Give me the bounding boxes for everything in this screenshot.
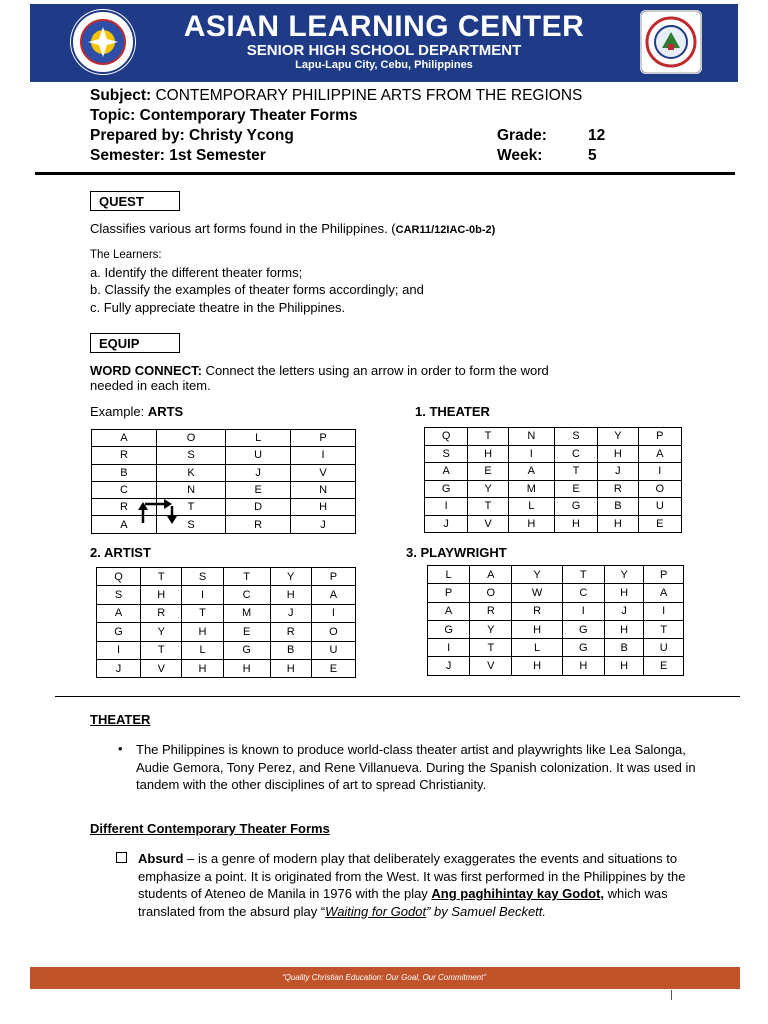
theater-intro-paragraph: The Philippines is known to produce world-class theater artist and playwrights like Lea Salonga, Audie Gemora, Tony Perez, and Rene Villanueva. During the Spanish colonization. It was used in tandem with the other disciplines of art to spread Christianity. xyxy=(136,742,696,792)
grid-cell: R xyxy=(512,602,562,620)
grid-row xyxy=(428,566,684,584)
grid-cell: V xyxy=(468,515,509,533)
grid-cell: O xyxy=(311,623,355,641)
grid-cell: P xyxy=(291,430,356,447)
grid-cell: M xyxy=(223,604,270,622)
grid-cell: A xyxy=(428,602,470,620)
grid-cell: T xyxy=(468,428,509,446)
grid-cell: R xyxy=(270,623,311,641)
grid-row xyxy=(425,428,682,446)
grid-title-artist: 2. ARTIST xyxy=(90,545,151,560)
objective-item-c: c. Fully appreciate theatre in the Philippines. xyxy=(90,300,346,315)
artist-letter-grid xyxy=(96,567,356,678)
grid-cell: Y xyxy=(468,480,509,498)
grid-row xyxy=(97,604,356,622)
theater-forms-heading: Different Contemporary Theater Forms xyxy=(90,821,330,836)
grid-cell: I xyxy=(508,445,554,463)
grid-cell: A xyxy=(638,445,681,463)
instruction-line-2: needed in each item. xyxy=(90,378,211,393)
grid-cell: O xyxy=(638,480,681,498)
grid-cell: P xyxy=(311,568,355,586)
grid-cell: I xyxy=(311,604,355,622)
grid-cell: I xyxy=(638,463,681,481)
subject-value: CONTEMPORARY PHILIPPINE ARTS FROM THE REGIONS xyxy=(155,87,583,104)
example-word: ARTS xyxy=(147,404,184,419)
grid-cell: I xyxy=(291,447,356,464)
grid-cell: Y xyxy=(604,566,644,584)
grid-cell: J xyxy=(291,516,356,533)
grid-row xyxy=(425,480,682,498)
grid-cell: W xyxy=(512,584,562,602)
grid-cell: S xyxy=(156,447,225,464)
grid-cell: I xyxy=(425,498,468,516)
equip-label: EQUIP xyxy=(90,333,180,353)
grid-cell: I xyxy=(562,602,604,620)
grid-cell: R xyxy=(598,480,639,498)
grid-cell: B xyxy=(270,641,311,659)
grid-cell: U xyxy=(226,447,291,464)
header-divider xyxy=(35,172,735,175)
theater-heading: THEATER xyxy=(90,712,151,727)
grid-cell: Q xyxy=(425,428,468,446)
grid-cell: I xyxy=(428,639,470,657)
instruction-line-1: Connect the letters using an arrow in order to form the word xyxy=(201,363,549,378)
school-location: Lapu-Lapu City, Cebu, Philippines xyxy=(295,59,473,71)
grid-cell: V xyxy=(291,464,356,481)
grid-row xyxy=(425,445,682,463)
word-connect-instructions xyxy=(90,363,549,378)
objective-item-b: b. Classify the examples of theater forms accordingly; and xyxy=(90,282,424,297)
grid-cell: U xyxy=(644,639,684,657)
grid-cell: R xyxy=(470,602,512,620)
grid-cell: A xyxy=(425,463,468,481)
prepared-by-line: Prepared by: Christy Ycong xyxy=(90,127,294,144)
grid-cell: E xyxy=(554,480,597,498)
absurd-definition: – is a genre of modern play that deliberately exaggerates the events and situations to emphasize a point. It is originated from the West. It was first performed in the Philippines by the students of Ateneo de Manila in 1976 with the play xyxy=(138,851,686,901)
school-name: ASIAN LEARNING CENTER xyxy=(183,10,585,43)
example-label: Example: xyxy=(90,404,148,419)
grid-cell: A xyxy=(97,604,141,622)
grid-cell: G xyxy=(428,620,470,638)
grid-cell: M xyxy=(508,480,554,498)
theater-letter-grid xyxy=(424,427,682,533)
grid-cell: H xyxy=(223,659,270,677)
grid-cell: J xyxy=(226,464,291,481)
grid-cell: E xyxy=(223,623,270,641)
grid-row xyxy=(428,639,684,657)
grid-cell: J xyxy=(428,657,470,675)
grid-cell: T xyxy=(156,499,225,516)
grid-cell: G xyxy=(223,641,270,659)
grid-cell: H xyxy=(512,620,562,638)
grid-cell: N xyxy=(508,428,554,446)
grid-cell: J xyxy=(97,659,141,677)
subject-label: Subject: xyxy=(90,87,152,104)
grid-cell: T xyxy=(141,568,182,586)
grid-cell: Q xyxy=(97,568,141,586)
grid-title-playwright: 3. PLAYWRIGHT xyxy=(406,545,507,560)
week-label: Week: xyxy=(497,147,543,164)
grid-cell: E xyxy=(638,515,681,533)
grid-cell: V xyxy=(470,657,512,675)
grid-cell: H xyxy=(468,445,509,463)
grid-cell: G xyxy=(562,639,604,657)
section-divider xyxy=(55,696,740,697)
playwright-letter-grid xyxy=(427,565,684,676)
grid-row xyxy=(97,659,356,677)
grid-cell: E xyxy=(468,463,509,481)
grid-cell: G xyxy=(554,498,597,516)
grid-row xyxy=(97,586,356,604)
grid-cell: H xyxy=(598,515,639,533)
grid-row xyxy=(425,515,682,533)
grid-cell: T xyxy=(141,641,182,659)
grid-row xyxy=(92,516,356,533)
grid-cell: I xyxy=(644,602,684,620)
grid-cell: A xyxy=(644,584,684,602)
grid-cell: A xyxy=(508,463,554,481)
semester-line: Semester: 1st Semester xyxy=(90,147,266,164)
grid-cell: B xyxy=(92,464,157,481)
grid-cell: L xyxy=(226,430,291,447)
grid-cell: B xyxy=(604,639,644,657)
grid-cell: A xyxy=(470,566,512,584)
grid-cell: H xyxy=(270,586,311,604)
absurd-author: ” by Samuel Beckett. xyxy=(426,903,547,919)
grid-cell: J xyxy=(270,604,311,622)
grid-row xyxy=(428,584,684,602)
grid-cell: H xyxy=(604,620,644,638)
grid-cell: T xyxy=(562,566,604,584)
grid-cell: H xyxy=(598,445,639,463)
absurd-term: Absurd xyxy=(138,851,184,866)
objective-text: Classifies various art forms found in the Philippines. ( xyxy=(90,221,396,236)
grid-cell: J xyxy=(598,463,639,481)
grid-cell: R xyxy=(226,516,291,533)
grid-row xyxy=(428,602,684,620)
grid-cell: A xyxy=(92,430,157,447)
grid-cell: H xyxy=(512,657,562,675)
grid-cell: K xyxy=(156,464,225,481)
grid-cell: V xyxy=(141,659,182,677)
grid-cell: S xyxy=(97,586,141,604)
grid-cell: J xyxy=(425,515,468,533)
grid-cell: H xyxy=(604,584,644,602)
objective-line xyxy=(90,221,495,236)
grid-cell: E xyxy=(311,659,355,677)
example-label-line xyxy=(90,404,183,419)
grid-title-theater: 1. THEATER xyxy=(415,404,490,419)
grid-cell: S xyxy=(182,568,223,586)
grid-cell: D xyxy=(226,499,291,516)
grid-cell: H xyxy=(508,515,554,533)
grid-cell: H xyxy=(291,499,356,516)
grid-cell: A xyxy=(92,516,157,533)
grid-cell: C xyxy=(92,481,157,498)
grid-cell: H xyxy=(554,515,597,533)
grid-cell: C xyxy=(562,584,604,602)
grid-cell: B xyxy=(598,498,639,516)
grid-cell: U xyxy=(638,498,681,516)
grid-cell: R xyxy=(92,447,157,464)
grid-cell: T xyxy=(644,620,684,638)
grid-cell: H xyxy=(182,659,223,677)
grid-cell: U xyxy=(311,641,355,659)
grade-label: Grade: xyxy=(497,127,547,144)
grid-cell: I xyxy=(182,586,223,604)
word-connect-label: WORD CONNECT: xyxy=(90,363,202,378)
grid-row xyxy=(428,657,684,675)
grid-cell: N xyxy=(156,481,225,498)
grid-row xyxy=(92,447,356,464)
grid-cell: O xyxy=(156,430,225,447)
example-arrows xyxy=(135,497,185,527)
grid-cell: A xyxy=(311,586,355,604)
grid-cell: L xyxy=(508,498,554,516)
grid-row xyxy=(425,463,682,481)
grid-cell: P xyxy=(638,428,681,446)
example-letter-grid xyxy=(91,429,356,534)
grid-cell: T xyxy=(182,604,223,622)
grid-cell: H xyxy=(604,657,644,675)
grade-value: 12 xyxy=(588,127,606,144)
grid-cell: T xyxy=(470,639,512,657)
absurd-paragraph xyxy=(138,850,698,920)
page-marker xyxy=(671,990,672,1000)
grid-cell: C xyxy=(554,445,597,463)
quest-label: QUEST xyxy=(90,191,180,211)
grid-row xyxy=(92,481,356,498)
grid-cell: L xyxy=(428,566,470,584)
grid-cell: G xyxy=(562,620,604,638)
grid-cell: R xyxy=(141,604,182,622)
subject-line xyxy=(90,87,582,105)
grid-cell: G xyxy=(97,623,141,641)
grid-cell: E xyxy=(226,481,291,498)
grid-cell: T xyxy=(554,463,597,481)
grid-row xyxy=(92,430,356,447)
grid-cell: H xyxy=(182,623,223,641)
absurd-translation-text: which was translated from the absurd play “ xyxy=(138,886,668,919)
school-motto: “Quality Christian Education: Our Goal, Our Commitment” xyxy=(281,973,487,982)
grid-row xyxy=(97,568,356,586)
grid-cell: G xyxy=(425,480,468,498)
grid-cell: Y xyxy=(470,620,512,638)
grid-cell: H xyxy=(141,586,182,604)
topic-line: Topic: Contemporary Theater Forms xyxy=(90,107,358,124)
grid-cell: N xyxy=(291,481,356,498)
grid-cell: E xyxy=(644,657,684,675)
bullet-icon: • xyxy=(118,741,123,756)
grid-cell: P xyxy=(428,584,470,602)
absurd-play-title: Ang paghihintay kay Godot, xyxy=(431,886,605,901)
grid-cell: H xyxy=(562,657,604,675)
grid-cell: S xyxy=(425,445,468,463)
checkbox-bullet-icon xyxy=(116,852,127,863)
original-play-title: Waiting for Godot xyxy=(325,903,427,919)
grid-row xyxy=(428,620,684,638)
grid-cell: L xyxy=(512,639,562,657)
grid-cell: T xyxy=(223,568,270,586)
competency-code: CAR11/12IAC-0b-2) xyxy=(395,224,496,236)
objective-item-a: a. Identify the different theater forms; xyxy=(90,265,303,280)
grid-row xyxy=(92,464,356,481)
grid-cell: T xyxy=(468,498,509,516)
grid-cell: Y xyxy=(141,623,182,641)
department-name: SENIOR HIGH SCHOOL DEPARTMENT xyxy=(246,42,522,59)
grid-cell: Y xyxy=(512,566,562,584)
grid-cell: J xyxy=(604,602,644,620)
week-value: 5 xyxy=(588,147,597,164)
learners-label: The Learners: xyxy=(90,249,162,261)
grid-cell: L xyxy=(182,641,223,659)
grid-cell: H xyxy=(270,659,311,677)
grid-cell: O xyxy=(470,584,512,602)
grid-cell: R xyxy=(92,499,157,516)
grid-row xyxy=(97,641,356,659)
grid-cell: P xyxy=(644,566,684,584)
grid-cell: S xyxy=(554,428,597,446)
grid-cell: I xyxy=(97,641,141,659)
grid-cell: S xyxy=(156,516,225,533)
grid-row xyxy=(97,623,356,641)
grid-cell: Y xyxy=(598,428,639,446)
grid-row xyxy=(425,498,682,516)
grid-cell: C xyxy=(223,586,270,604)
grid-row xyxy=(92,499,356,516)
grid-cell: Y xyxy=(270,568,311,586)
